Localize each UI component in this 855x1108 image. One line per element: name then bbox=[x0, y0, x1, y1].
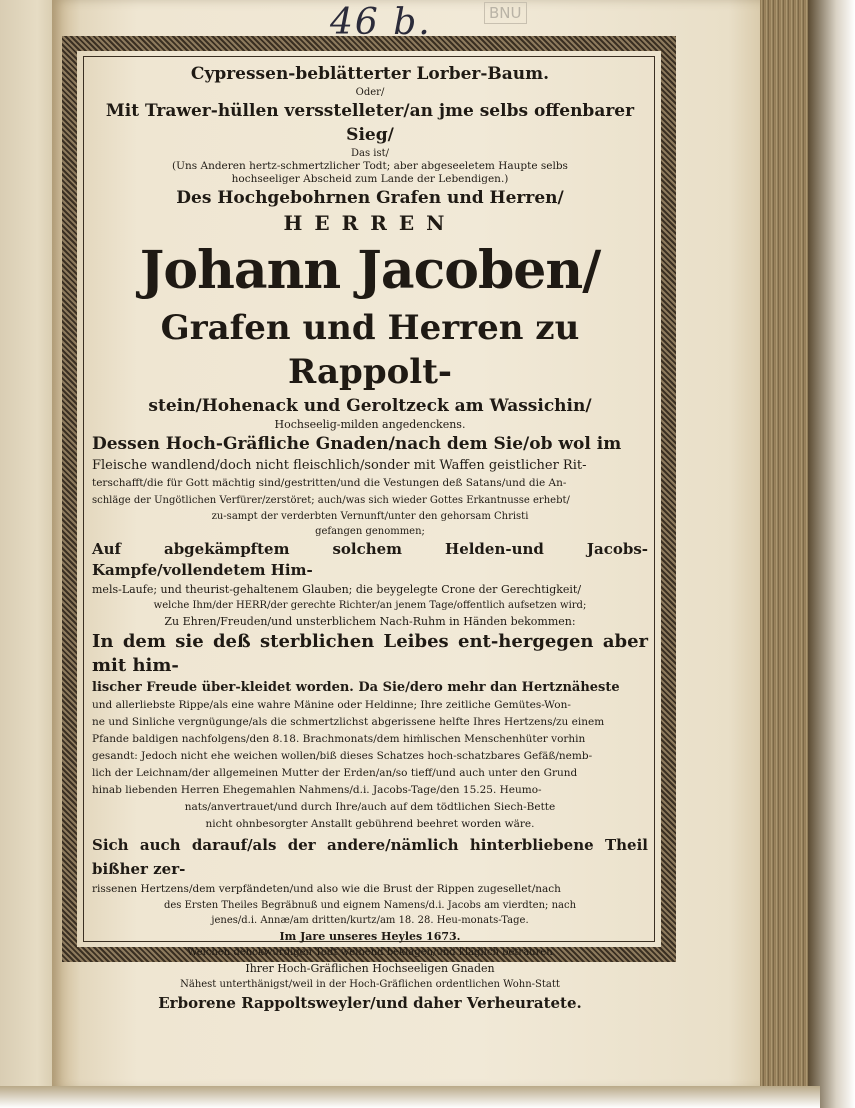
im-jare-line: Im Jare unseres Heyles 1673. bbox=[279, 930, 461, 943]
welchen-line: Welchen denckwürdigen Todt weinend beklagen/und kläglich betrauren bbox=[187, 947, 553, 958]
anschlaege-line: schläge der Ungötlichen Verfürer/zerstöret; auch/was sich wieder Gottes Erkantnusse erhebt/ bbox=[92, 495, 570, 506]
nats-line: nats/anvertrauet/und durch Ihre/auch auf dem tödtlichen Siech-Bette bbox=[184, 801, 556, 813]
ritterschafft-line: terschafft/die für Gott mächtig sind/gestritten/und die Vestungen deß Satans/und die An- bbox=[92, 477, 567, 489]
pfande-line: Pfande baldigen nachfolgens/den 8.18. Brachmonats/dem hiṁlischen Menschenhüter vorhin bbox=[92, 733, 586, 745]
parenthesis-line-1: (Uns Anderen hertz-schmertzlicher Todt; aber abgeseeletem Haupte selbs bbox=[172, 160, 568, 172]
fleische-line: Fleische wandlend/doch nicht fleischlich/sonder mit Waffen geistlicher Rit- bbox=[92, 458, 587, 473]
gesandt-line: gesandt: Jedoch nicht ehe weichen wollen/biß dieses Schatzes hoch-schatzbares Gefäß/nemb- bbox=[92, 750, 593, 762]
des-hochgebohrnen-line: Des Hochgebohrnen Grafen und Herren/ bbox=[176, 188, 564, 208]
hinab-line: hinab liebenden Herren Ehegemahlen Nahmens/d.i. Jacobs-Tage/den 15.25. Heumo- bbox=[92, 784, 542, 796]
sinliche-line: ne und Sinliche vergnügunge/als die schmertzlichst abgerissene helfte Ihres Hertzens/zu einem bbox=[92, 716, 605, 728]
hochseelig-line: Hochseelig-milden angedenckens. bbox=[274, 418, 466, 431]
nicht-line: nicht ohnbesorgter Anstallt gebührend beehret worden wäre. bbox=[205, 818, 535, 830]
person-name: Johann Jacoben/ bbox=[139, 240, 601, 301]
sich-line: Sich auch darauf/als der andere/nämlich hinterbliebene Theil bißher zer- bbox=[92, 836, 648, 878]
oder-line: Oder/ bbox=[355, 87, 385, 98]
mels-line: mels-Laufe; und theurist-gehaltenem Glauben; die beygelegte Crone der Gerechtigkeit/ bbox=[92, 583, 582, 596]
in-dem-line: In dem sie deß sterblichen Leibes ent-hergegen aber mit him- bbox=[92, 631, 648, 676]
auf-line: Auf abgekämpftem solchem Helden-und Jacobs-Kampfe/vollendetem Him- bbox=[92, 540, 648, 579]
grafen-line: Grafen und Herren zu Rappolt- bbox=[160, 308, 580, 392]
shelfmark-handwritten: 46 b. bbox=[330, 2, 432, 43]
herren-line: HERREN bbox=[283, 211, 457, 235]
ihrer-line: Ihrer Hoch-Gräflichen Hochseeligen Gnaden bbox=[245, 962, 495, 975]
des-ersten-line: des Ersten Theiles Begräbnuß und eignem Namens/d.i. Jacobs am vierdten; nach bbox=[163, 900, 577, 911]
bottom-shadow bbox=[0, 1086, 820, 1108]
library-stamp: BNU bbox=[484, 2, 527, 24]
welche-line: welche Ihm/der HERR/der gerechte Richter/an jenem Tage/offentlich aufsetzen wird; bbox=[153, 600, 587, 611]
erborene-line: Erborene Rappoltsweyler/und daher Verheuratete. bbox=[158, 994, 582, 1012]
main-title: Cypressen-beblätterter Lorber-Baum. bbox=[190, 64, 550, 84]
sampt-line: zu-sampt der verderbten Vernunft/unter den gehorsam Christi bbox=[211, 511, 529, 522]
jenes-line: jenes/d.i. Annæ/am dritten/kurtz/am 18. 28. Heu-monats-Tage. bbox=[211, 915, 529, 926]
rissenen-line: rissenen Hertzens/dem verpfändeten/und also wie die Brust der Rippen zugesellet/nach bbox=[92, 883, 561, 895]
leichnam-line: lich der Leichnam/der allgemeinen Mutter der Erden/an/so tieff/und auch unter den Grund bbox=[92, 767, 578, 779]
parenthesis-line-2: hochseeliger Abscheid zum Lande der Lebendigen.) bbox=[231, 173, 509, 185]
title-page-text bbox=[92, 62, 648, 1014]
gefangen-line: gefangen genommen; bbox=[315, 526, 425, 537]
naehest-line: Nähest unterthänigst/weil in der Hoch-Gräflichen ordentlichen Wohn-Statt bbox=[180, 979, 560, 990]
das-ist-line: Das ist/ bbox=[350, 148, 389, 159]
dessen-line: Dessen Hoch-Gräfliche Gnaden/nach dem Sie/ob wol im bbox=[92, 434, 622, 454]
stein-line: stein/Hohenack und Geroltzeck am Wassichin/ bbox=[148, 396, 592, 416]
lischer-line: lischer Freude über-kleidet worden. Da Sie/dero mehr dan Hertznäheste bbox=[92, 680, 620, 695]
binding-shadow bbox=[808, 0, 855, 1108]
allerliebste-line: und allerliebste Rippe/als eine wahre Mänine oder Heldinne; Ihre zeitliche Gemütes-Won- bbox=[92, 699, 571, 711]
subtitle-line: Mit Trawer-hüllen versstelleter/an jme selbs offenbarer Sieg/ bbox=[105, 101, 635, 145]
zu-ehren-line: Zu Ehren/Freuden/und unsterblichem Nach-Ruhm in Händen bekommen: bbox=[164, 615, 576, 628]
